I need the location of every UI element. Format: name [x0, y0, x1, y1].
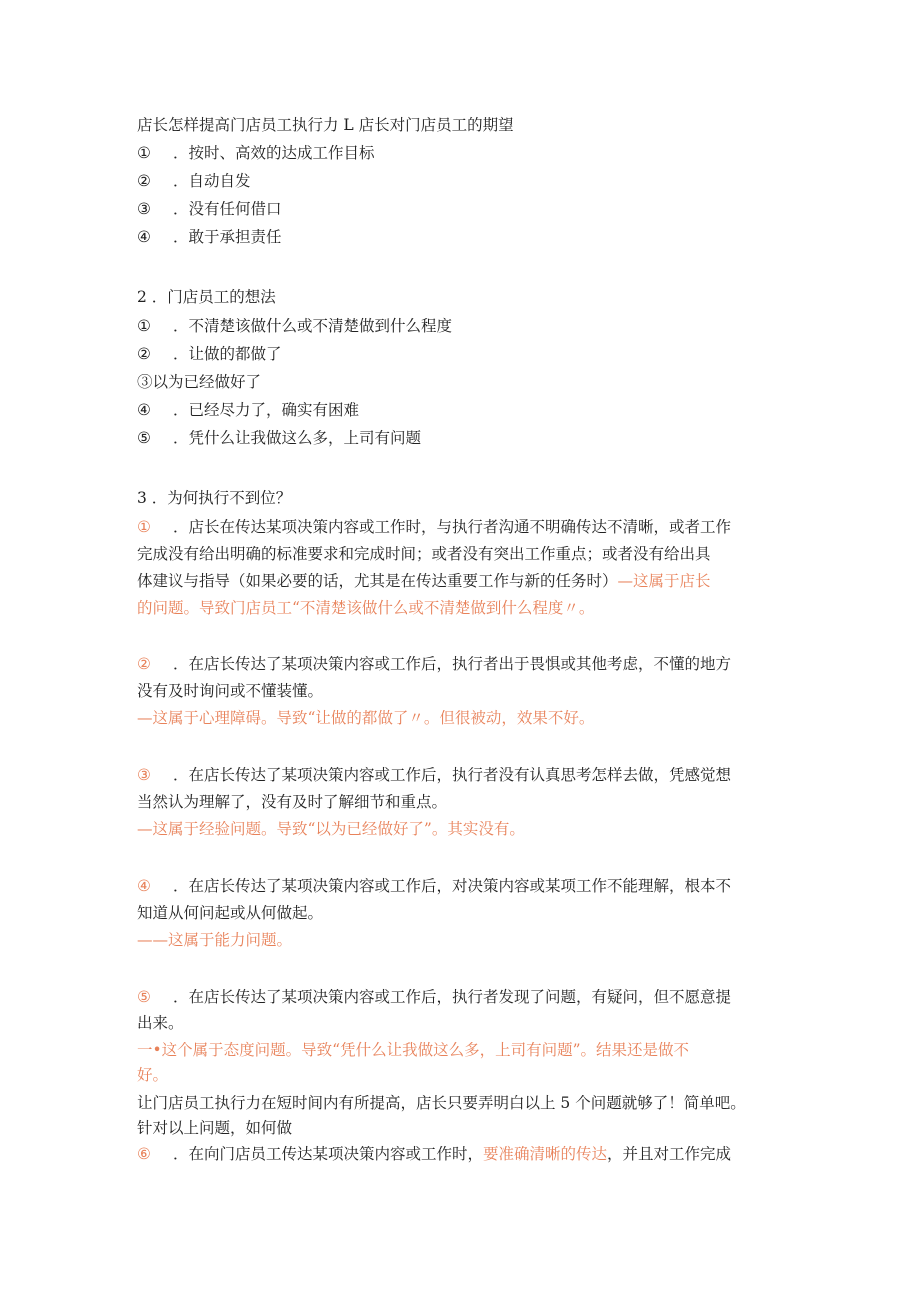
item-number: ⑤ — [137, 988, 151, 1006]
thought-item — [137, 399, 359, 421]
paragraph-text: ，并且对工作完成 — [607, 1145, 732, 1163]
highlight-line: —这属于经验问题。导致“以为已经做好了”。其实没有。 — [137, 820, 525, 838]
item-text: ．自动自发 — [173, 172, 251, 190]
paragraph-line: ．在店长传达了某项决策内容或工作后，执行者发现了问题，有疑问，但不愿意提 — [173, 988, 732, 1006]
paragraph-line: ．在店长传达了某项决策内容或工作后，对决策内容或某项工作不能理解，根本不 — [173, 877, 732, 895]
highlight-line: 的问题。导致门店员工“不清楚该做什么或不清楚做到什么程度〃。 — [137, 599, 595, 617]
paragraph-line: 完成没有给出明确的标准要求和完成时间；或者没有突出工作重点；或者没有给出具 — [137, 545, 711, 563]
action-paragraph — [137, 1143, 731, 1165]
thought-item — [137, 315, 452, 337]
paragraph-line: 出来。 — [137, 1014, 184, 1032]
item-number: ⑤ — [137, 429, 151, 447]
item-number: ② — [137, 655, 151, 673]
highlight-line: 一•这个属于态度问题。导致“凭什么让我做这么多，上司有问题”。结果还是做不 — [137, 1041, 689, 1059]
paragraph-line: ．店长在传达某项决策内容或工作时，与执行者沟通不明确传达不清晰，或者工作 — [173, 518, 732, 536]
thought-item — [137, 343, 282, 365]
item-number: ④ — [137, 228, 151, 246]
section-2-heading: 2 ．门店员工的想法 — [137, 288, 276, 306]
item-number: ① — [137, 144, 151, 162]
highlight-text: 要准确清晰的传达 — [483, 1145, 608, 1163]
highlight-text: —这属于店长 — [617, 572, 711, 590]
item-text: ．已经尽力了，确实有困难 — [173, 401, 360, 419]
expectation-item — [137, 142, 375, 164]
reason-paragraph — [137, 653, 731, 675]
doc-title: 店长怎样提高门店员工执行力 L 店长对门店员工的期望 — [137, 116, 514, 134]
paragraph-line: ．在店长传达了某项决策内容或工作后，执行者出于畏惧或其他考虑，不懂的地方 — [173, 655, 732, 673]
reason-paragraph — [137, 516, 731, 538]
item-text: ．凭什么让我做这么多，上司有问题 — [173, 429, 422, 447]
paragraph-text: ．在向门店员工传达某项决策内容或工作时， — [173, 1145, 484, 1163]
item-text: ③以为已经做好了 — [137, 373, 262, 391]
question-line: 针对以上问题，如何做 — [137, 1119, 293, 1137]
item-number: ① — [137, 518, 151, 536]
item-number: ⑥ — [137, 1145, 151, 1163]
paragraph-line: 没有及时询问或不懂装懂。 — [137, 682, 324, 700]
reason-paragraph — [137, 764, 731, 786]
item-number: ② — [137, 172, 151, 190]
reason-paragraph — [137, 986, 731, 1008]
item-text: ．没有任何借口 — [173, 200, 282, 218]
item-number: ② — [137, 345, 151, 363]
item-number: ③ — [137, 766, 151, 784]
paragraph-line: 当然认为理解了，没有及时了解细节和重点。 — [137, 793, 448, 811]
thought-item — [137, 427, 421, 449]
item-number: ① — [137, 317, 151, 335]
paragraph-line: ．在店长传达了某项决策内容或工作后，执行者没有认真思考怎样去做，凭感觉想 — [173, 766, 732, 784]
item-number: ④ — [137, 877, 151, 895]
item-text: ．敢于承担责任 — [173, 228, 282, 246]
highlight-line: ——这属于能力问题。 — [137, 931, 293, 949]
thought-item — [137, 371, 261, 393]
paragraph-line: 知道从何问起或从何做起。 — [137, 904, 324, 922]
expectation-item — [137, 226, 282, 248]
item-text: ．让做的都做了 — [173, 345, 282, 363]
item-number: ③ — [137, 200, 151, 218]
expectation-item — [137, 170, 251, 192]
item-text: ．不清楚该做什么或不清楚做到什么程度 — [173, 317, 453, 335]
item-text: ．按时、高效的达成工作目标 — [173, 144, 375, 162]
reason-paragraph — [137, 875, 731, 897]
paragraph-text: 体建议与指导（如果必要的话，尤其是在传达重要工作与新的任务时） — [137, 572, 618, 590]
summary-line: 让门店员工执行力在短时间内有所提高，店长只要弄明白以上 5 个问题就够了！简单吧。 — [137, 1094, 746, 1112]
highlight-line: 好。 — [137, 1066, 169, 1084]
highlight-line: —这属于心理障碍。导致“让做的都做了〃。但很被动，效果不好。 — [137, 709, 595, 727]
item-number: ④ — [137, 401, 151, 419]
paragraph-line — [137, 570, 711, 592]
section-3-heading: 3 ．为何执行不到位？ — [137, 489, 292, 507]
expectation-item — [137, 198, 282, 220]
